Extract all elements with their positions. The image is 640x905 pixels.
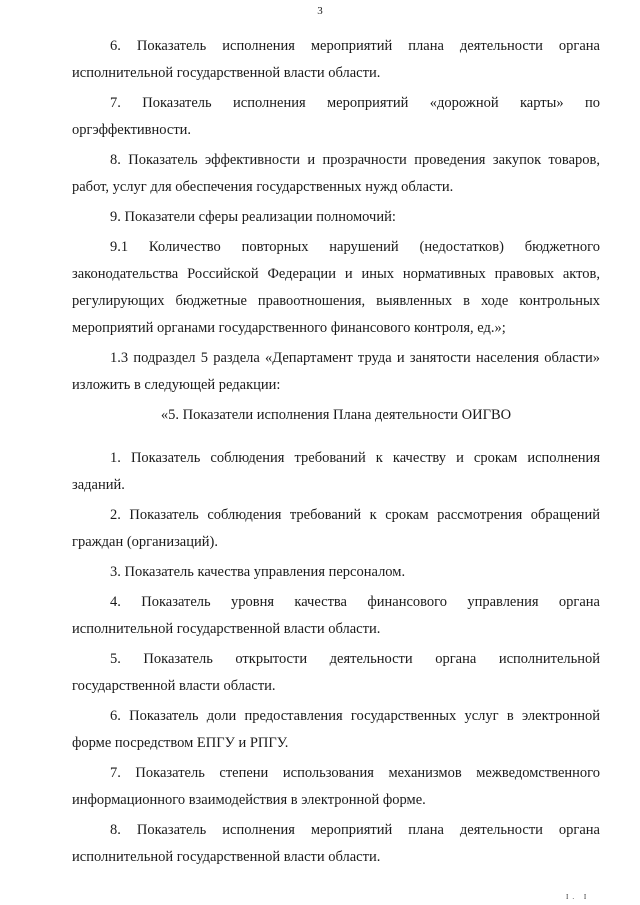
paragraph: 6. Показатель исполнения мероприятий плана деятельности органа исполнительной государственной власти области. bbox=[72, 38, 600, 81]
paragraph: 2. Показатель соблюдения требований к срокам рассмотрения обращений граждан (организаций). bbox=[72, 507, 600, 550]
paragraph: 1. Показатель соблюдения требований к качеству и срокам исполнения заданий. bbox=[72, 450, 600, 493]
paragraph: 7. Показатель исполнения мероприятий «дорожной карты» по оргэффективности. bbox=[72, 95, 600, 138]
paragraph: 3. Показатель качества управления персоналом. bbox=[110, 564, 406, 580]
paragraph: 9. Показатели сферы реализации полномочий: bbox=[110, 209, 396, 225]
document-body bbox=[72, 33, 600, 874]
paragraph: 9.1 Количество повторных нарушений (недостатков) бюджетного законодательства Российской Федерации и иных нормативных правовых актов, регулирующих бюджетные правоотношения, выявленных в ходе контрольных мероприятий органами государственного финансового контроля, ед.»; bbox=[72, 239, 600, 336]
paragraph: 7. Показатель степени использования механизмов межведомственного информационного взаимодействия в электронной форме. bbox=[72, 765, 600, 808]
section-heading: «5. Показатели исполнения Плана деятельности ОИГВО bbox=[160, 407, 512, 423]
paragraph: 8. Показатель исполнения мероприятий плана деятельности органа исполнительной государственной власти области. bbox=[72, 822, 600, 865]
footer-mark: I. I bbox=[566, 893, 591, 901]
page-number: 3 bbox=[317, 5, 323, 17]
paragraph: 5. Показатель открытости деятельности органа исполнительной государственной власти области. bbox=[72, 651, 600, 694]
paragraph: 6. Показатель доли предоставления государственных услуг в электронной форме посредством ЕПГУ и РПГУ. bbox=[72, 708, 600, 751]
paragraph: 1.3 подраздел 5 раздела «Департамент труда и занятости населения области» изложить в следующей редакции: bbox=[72, 350, 600, 393]
paragraph: 4. Показатель уровня качества финансового управления органа исполнительной государственной власти области. bbox=[72, 594, 600, 637]
paragraph: 8. Показатель эффективности и прозрачности проведения закупок товаров, работ, услуг для обеспечения государственных нужд области. bbox=[72, 152, 600, 195]
